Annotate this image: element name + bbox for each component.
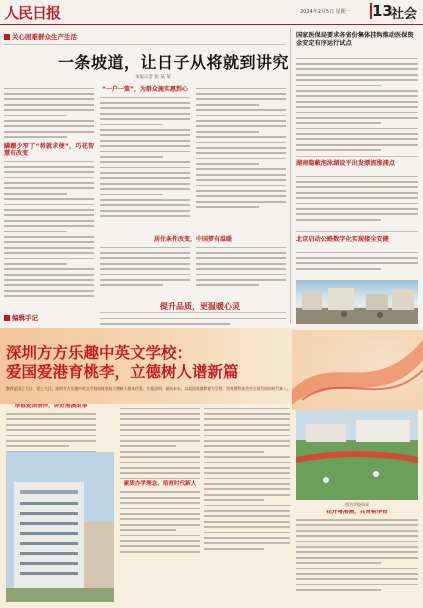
photo-illustration bbox=[296, 280, 418, 324]
subheading: 居住条件改变，中国梦有温暖 bbox=[153, 236, 232, 243]
ribbon-decoration bbox=[292, 330, 423, 410]
feature-column-3 bbox=[204, 404, 290, 604]
dateline: 2024年2月5日 星期一 bbox=[300, 9, 351, 15]
section-name: 社会 bbox=[391, 7, 418, 22]
divider bbox=[296, 231, 418, 232]
divider bbox=[4, 44, 286, 45]
kicker-text: 关心困难群众生产生活 bbox=[12, 33, 77, 41]
main-headline[interactable]: 一条坡道，让日子从将就到讲究 bbox=[58, 53, 290, 72]
newspaper-logo: 人民日报 bbox=[4, 4, 61, 22]
feature-column-2 bbox=[120, 404, 200, 604]
feature-title-line-1[interactable]: 深圳方方乐趣中英文学校： bbox=[6, 343, 193, 362]
article-column-2 bbox=[100, 84, 190, 234]
feature-subheading: 厚植爱国情怀，讲好港澳故事 bbox=[14, 404, 88, 409]
note-square-icon bbox=[4, 315, 10, 321]
news-photo bbox=[296, 280, 418, 324]
feature-subheading: 素质办学理念，培育时代新人 bbox=[123, 481, 197, 488]
article-tail bbox=[100, 314, 286, 326]
masthead bbox=[0, 0, 423, 25]
article-column-3 bbox=[196, 84, 286, 234]
page-number: 13 bbox=[372, 2, 393, 20]
right-story-3-body bbox=[296, 248, 418, 278]
sports-field-illustration bbox=[296, 410, 418, 500]
right-story-3-title[interactable]: 北京启动公路数字化实现接全安健 bbox=[296, 236, 389, 243]
school-building-illustration bbox=[6, 452, 114, 602]
byline: 本报记者 张 某 某 bbox=[135, 75, 171, 80]
right-story-2-title[interactable]: 湖南隐蔽泡泳湖设平出发漂流涨浦点 bbox=[296, 160, 395, 167]
photo-caption: 图为学校风采 bbox=[345, 502, 369, 507]
feature-subheading: 花开粤港澳，共育桃李香 bbox=[326, 510, 388, 515]
editor-note-heading: 编辑手记 bbox=[4, 315, 38, 322]
feature-decoration bbox=[292, 330, 423, 410]
feature-deck: 教育是国之大计、党之大计。深圳方方乐趣中英文学校始终坚持立德树人根本任务，扎根深圳、面向未来，以爱国爱港教育为引领，培育德智体美劳全面发展的时代新人。 bbox=[6, 386, 291, 391]
sports-field-photo bbox=[296, 410, 418, 500]
right-story-1-body bbox=[296, 54, 418, 154]
section-subheading: 提升品质，更温暖心灵 bbox=[160, 302, 240, 311]
kicker-square-icon bbox=[4, 34, 10, 40]
feature-column-4 bbox=[296, 510, 418, 604]
subheading: 蹒跚少窄了“将就求便”，巧花智慧有改变 bbox=[4, 142, 94, 157]
article-lower-block bbox=[100, 234, 286, 302]
school-building-photo bbox=[6, 452, 114, 602]
right-story-1-title[interactable]: 国家医保局要求各省份集体挂钩推动医保资金安定有序运行试点 bbox=[296, 32, 414, 47]
kicker bbox=[4, 32, 77, 41]
right-story-2-body bbox=[296, 172, 418, 230]
column-divider bbox=[290, 28, 291, 324]
feature-title-line-2[interactable]: 爱国爱港育桃李，立德树人谱新篇 bbox=[6, 362, 239, 381]
subheading: “一户一策”，为群众施实惠到心 bbox=[102, 86, 188, 93]
divider bbox=[296, 156, 418, 157]
article-column-1 bbox=[4, 84, 94, 299]
divider bbox=[100, 312, 286, 313]
